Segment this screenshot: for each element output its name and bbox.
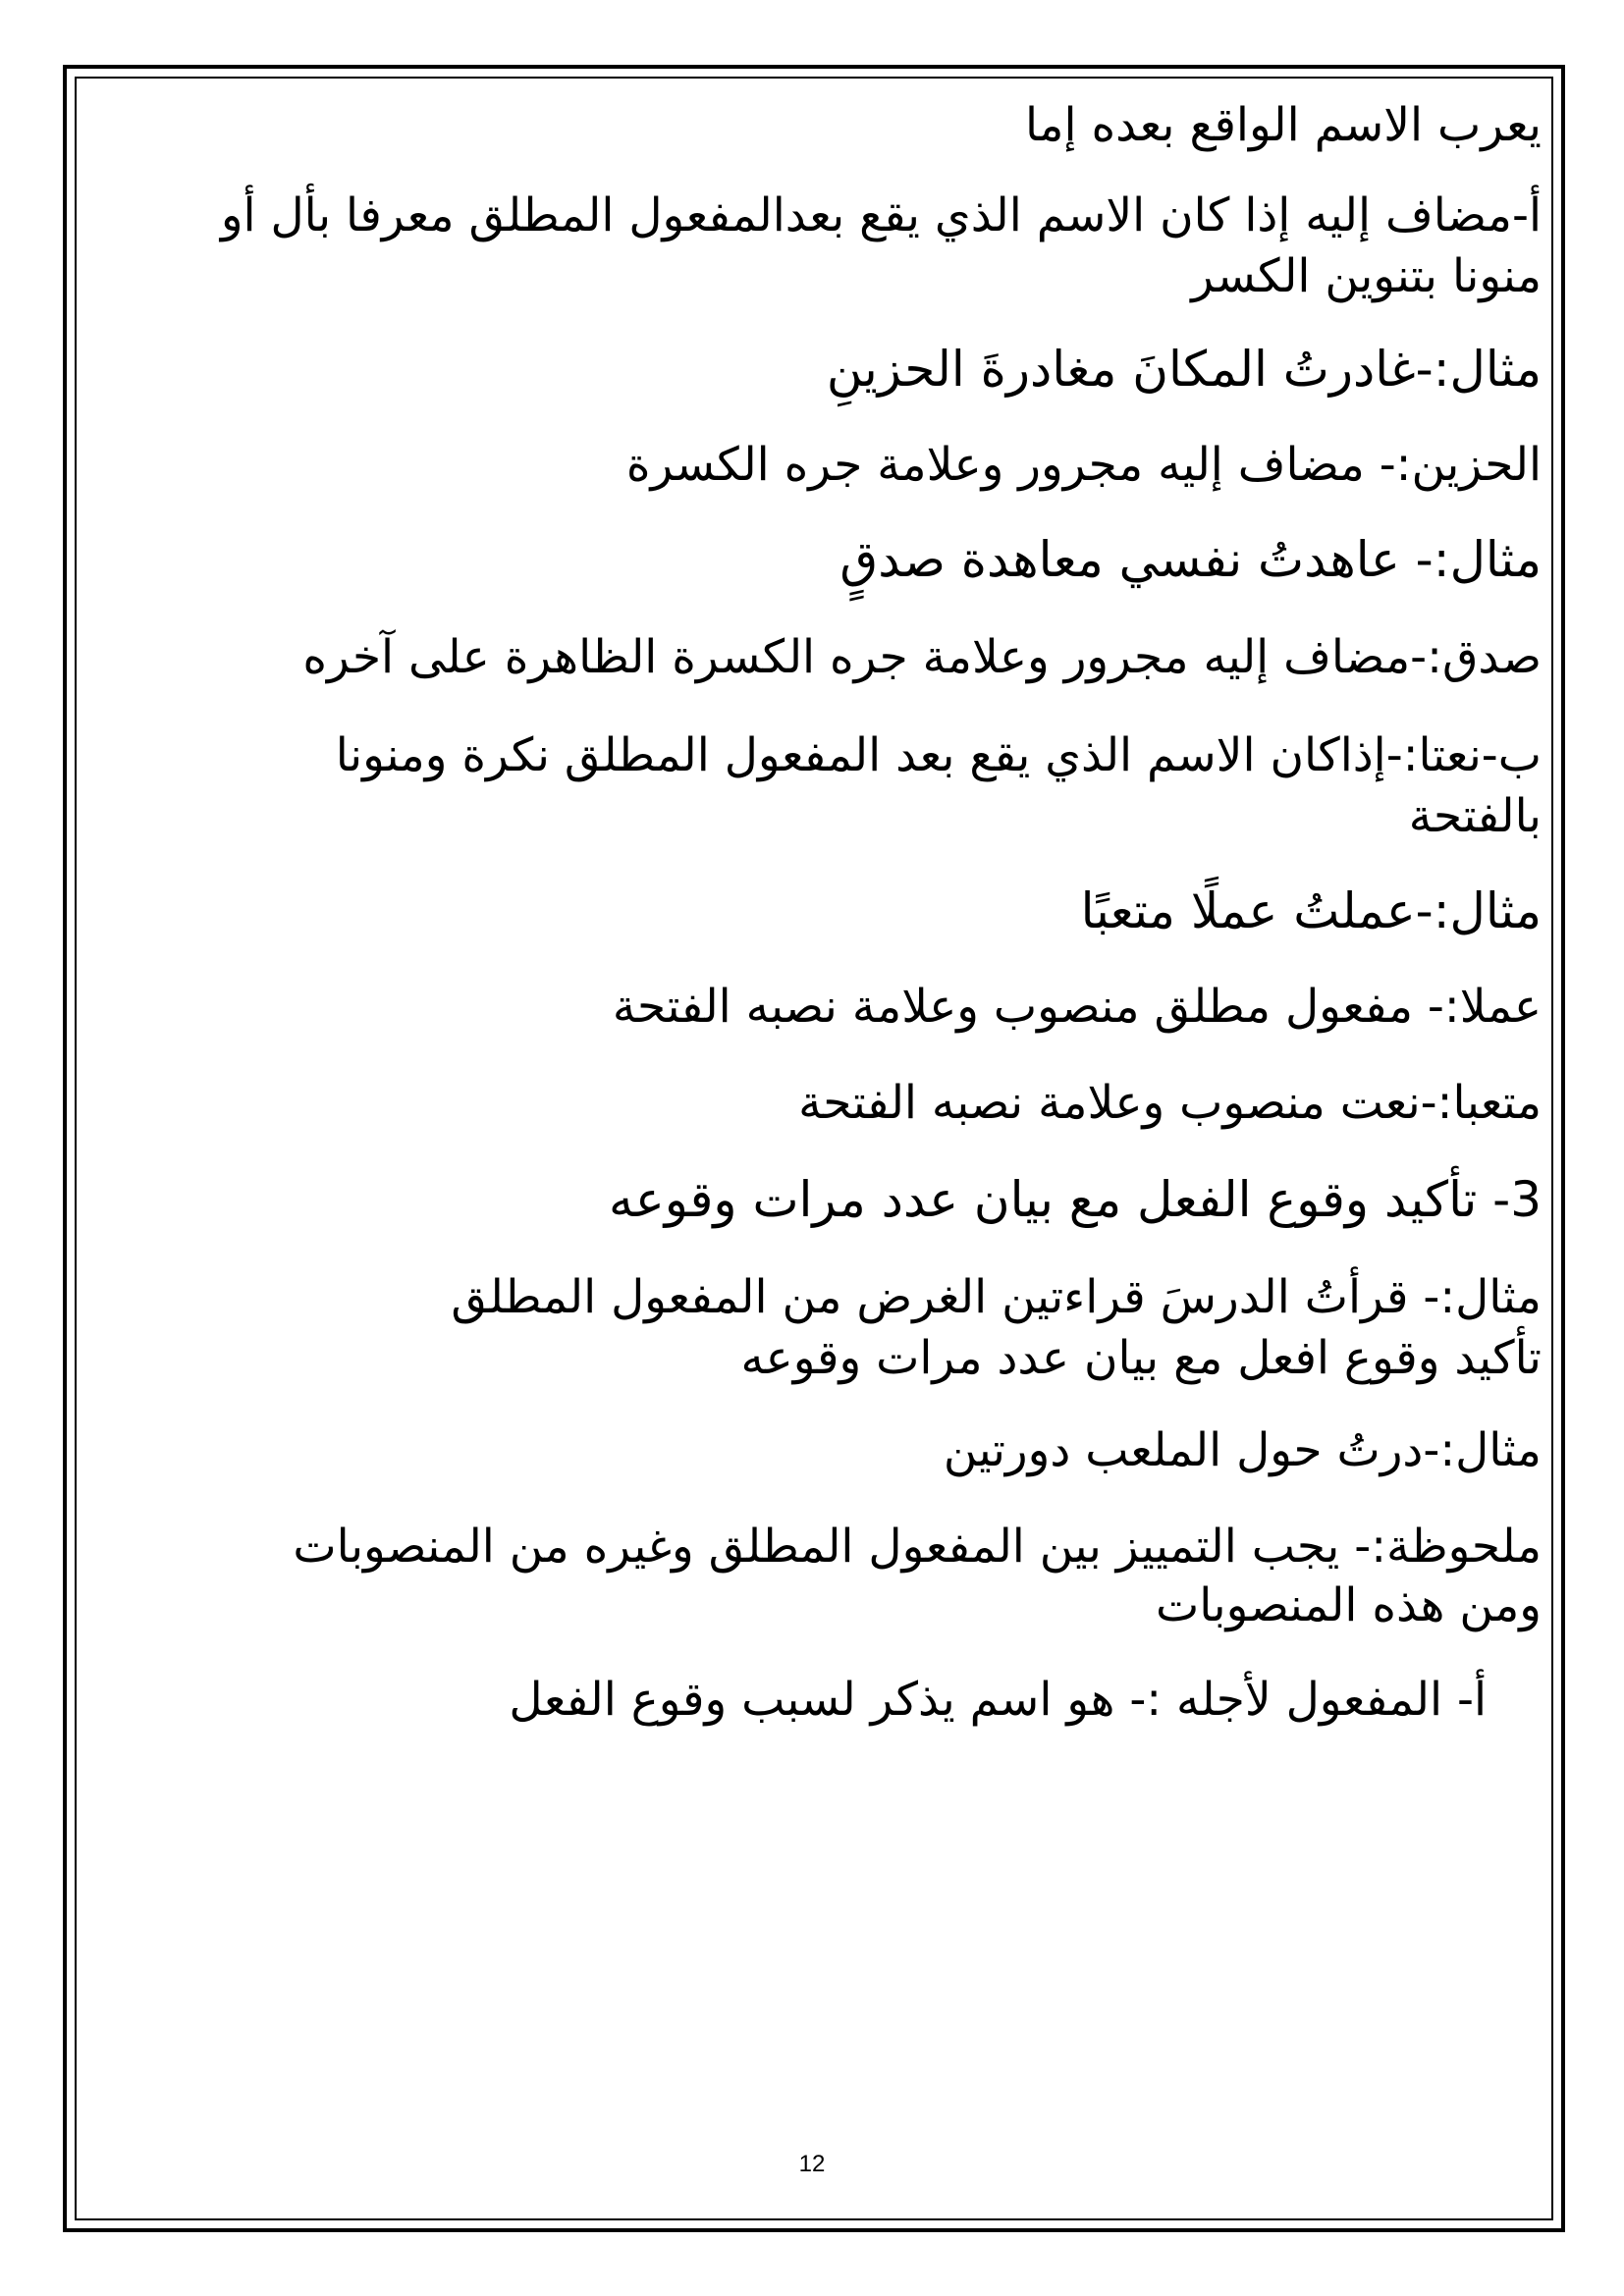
- text-line-11: عملا:- مفعول مطلق منصوب وعلامة نصبه الفتحة: [612, 980, 1542, 1034]
- example-line-2: مثال:- عاهدتُ نفسي معاهدة صدقٍ: [839, 531, 1542, 588]
- text-line-3: منونا بتنوين الكسر: [1191, 249, 1542, 303]
- text-line-14: مثال:- قرأتُ الدرسَ قراءتين الغرض من المفعول المطلق: [451, 1270, 1542, 1324]
- definition-line: أ- المفعول لأجله :- هو اسم يذكر لسبب وقوع الفعل: [509, 1673, 1487, 1727]
- note-line-2: ومن هذه المنصوبات: [1155, 1578, 1542, 1632]
- example-line-3: مثال:-عملتُ عملًا متعبًا: [1080, 882, 1542, 939]
- text-line-2: أ-مضاف إليه إذا كان الاسم الذي يقع بعدالمفعول المطلق معرفا بأل أو: [220, 188, 1542, 242]
- text-line-9: بالفتحة: [1408, 789, 1542, 843]
- page-number: 12: [798, 2151, 826, 2177]
- text-line-12: متعبا:-نعت منصوب وعلامة نصبه الفتحة: [798, 1076, 1542, 1130]
- example-line-4: مثال:-درتُ حول الملعب دورتين: [943, 1423, 1542, 1477]
- example-line-1: مثال:-غادرتُ المكانَ مغادرةَ الحزينِ: [826, 341, 1542, 398]
- section-heading-3: 3- تأكيد وقوع الفعل مع بيان عدد مرات وقوعه: [609, 1171, 1542, 1228]
- text-line-5: الحزين:- مضاف إليه مجرور وعلامة جره الكسرة: [625, 438, 1542, 492]
- text-line-15: تأكيد وقوع افعل مع بيان عدد مرات وقوعه: [740, 1331, 1542, 1385]
- text-line-7: صدق:-مضاف إليه مجرور وعلامة جره الكسرة الظاهرة على آخره: [302, 630, 1542, 684]
- note-line-1: ملحوظة:- يجب التمييز بين المفعول المطلق وغيره من المنصوبات: [293, 1520, 1542, 1574]
- text-line-8: ب-نعتا:-إذاكان الاسم الذي يقع بعد المفعول المطلق نكرة ومنونا: [335, 728, 1542, 782]
- text-line-1: يعرب الاسم الواقع بعده إما: [1024, 98, 1542, 152]
